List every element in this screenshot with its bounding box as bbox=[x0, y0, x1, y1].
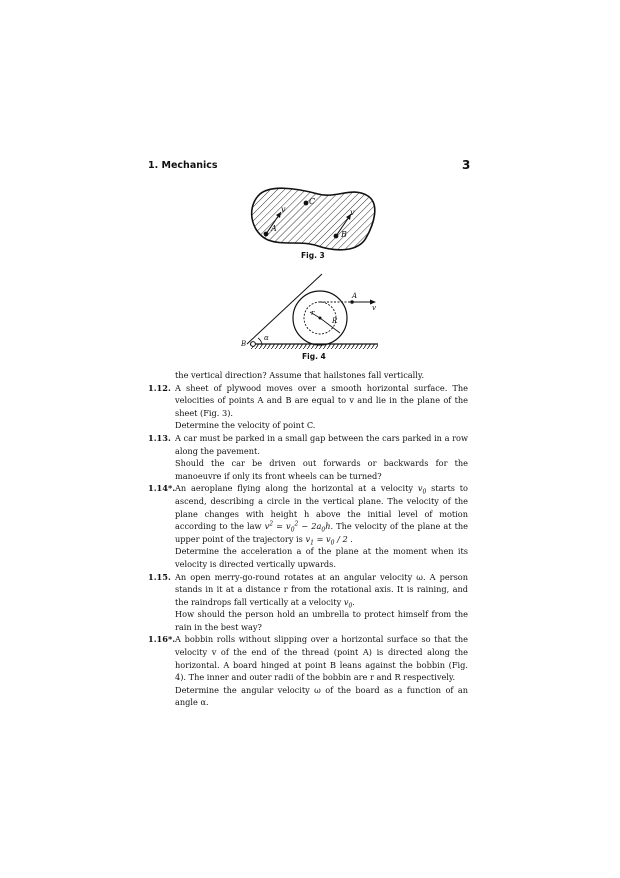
fig3-label-a: A bbox=[271, 224, 277, 233]
formula-upper-velocity: $v_1 = v_0 / 2$ bbox=[305, 533, 348, 547]
fig3-label-v-a: v bbox=[281, 205, 286, 214]
problem-statement: A sheet of plywood moves over a smooth horizontal surface. The velocities of points A and B are equal to v and lie in the plane of the sheet (Fig. 3). bbox=[175, 382, 468, 418]
problem-question: Should the car be driven out forwards or backwards for the manoeuvre if only its front wheels can be turned? bbox=[175, 458, 468, 481]
fig4-label-alpha: α bbox=[264, 334, 269, 342]
formula-v0: $v_0$ bbox=[343, 596, 353, 610]
problem-number: 1.13. bbox=[148, 432, 171, 443]
problem-statement-a: An aeroplane flying along the horizontal at a velocity bbox=[175, 483, 414, 494]
continued-text: the vertical direction? Assume that hailstones fall vertically. bbox=[175, 370, 425, 380]
fig4-caption: Fig. 4 bbox=[302, 352, 326, 361]
fig3-label-c: C bbox=[309, 197, 316, 206]
problem-number: 1.14*. bbox=[148, 483, 176, 494]
hinge-b-marker bbox=[251, 342, 256, 347]
problem-statement-c: . The velocity of the plane at the upper point of the trajectory is bbox=[175, 521, 468, 544]
fig4-label-b: B bbox=[241, 340, 247, 348]
body-text bbox=[148, 369, 468, 709]
problem-1-15: 1.15. An open merry-go-round rotates at an angular velocity ω. A person stands in it at a distance r from the rotational axis. It is raining, and the raindrops fall vertically at a velocity $v_0$. How should the person hold an umbrella to protect himself from the rain in the best way? bbox=[148, 571, 468, 632]
problem-question: Determine the velocity of point C. bbox=[175, 420, 316, 431]
problem-number: 1.15. bbox=[148, 571, 171, 582]
problem-question: Determine the acceleration a of the plane at the moment when its velocity is directed vertically upwards. bbox=[175, 546, 468, 569]
problem-1-16 bbox=[148, 633, 468, 709]
problem-statement: An open merry-go-round rotates at an angular velocity ω. A person stands in it at a distance r from the rotational axis. It is raining, and the raindrops fall vertically at a velocity bbox=[175, 571, 468, 607]
running-header-chapter: 1. Mechanics bbox=[148, 160, 218, 171]
problem-number: 1.12. bbox=[148, 382, 171, 393]
formula-v0: $v_0$ bbox=[417, 483, 427, 496]
problem-statement: A bobbin rolls without slipping over a horizontal surface so that the velocity v of the end of the thread (point A) is directed along the horizontal. A board hinged at point B leans against the bobbin (Fig. 4). The inner and outer radii of the bobbin are r and R respectively. bbox=[175, 634, 468, 683]
fig3-caption: Fig. 3 bbox=[301, 251, 325, 260]
problem-question: How should the person hold an umbrella to protect himself from the rain in the best way? bbox=[175, 609, 468, 632]
fig4-label-R: R bbox=[332, 317, 338, 325]
fig4-label-a: A bbox=[352, 292, 358, 300]
problem-question: Determine the angular velocity ω of the board as a function of an angle α. bbox=[175, 684, 468, 708]
problem-1-14: 1.14*. An aeroplane flying along the horizontal at a velocity $v_0$ starts to ascend, describing a circle in the vertical plane. The velocity of the plane changes with height h above the initial level of motion according to the law $v^2 = v_0^2 - 2a_0h$. The velocity of the plane at the upper point of the trajectory is $v_1 = v_0 / 2$ . Determine the acceleration a of the plane at the moment when its velocity is directed vertically upwards. bbox=[148, 483, 468, 569]
fig4-label-r: r bbox=[311, 309, 315, 317]
problem-1-13 bbox=[148, 432, 468, 482]
problem-1-12 bbox=[148, 382, 468, 432]
problem-statement-b: starts to ascend, describing a circle in the vertical plane. The velocity of the plane changes with height h above the initial level of motion according to the law bbox=[175, 483, 468, 532]
fig3-label-b: B bbox=[341, 230, 347, 239]
page-number: 3 bbox=[462, 158, 471, 172]
problem-statement: A car must be parked in a small gap between the cars parked in a row along the pavement. bbox=[175, 432, 468, 456]
problem-number: 1.16*. bbox=[148, 634, 176, 645]
formula-velocity-law: $v^2 = v_0^2 - 2a_0h$ bbox=[264, 520, 331, 534]
fig4-label-v: v bbox=[372, 304, 376, 312]
angle-alpha-arc bbox=[258, 338, 262, 344]
fig3-label-v-b: v bbox=[350, 208, 355, 217]
